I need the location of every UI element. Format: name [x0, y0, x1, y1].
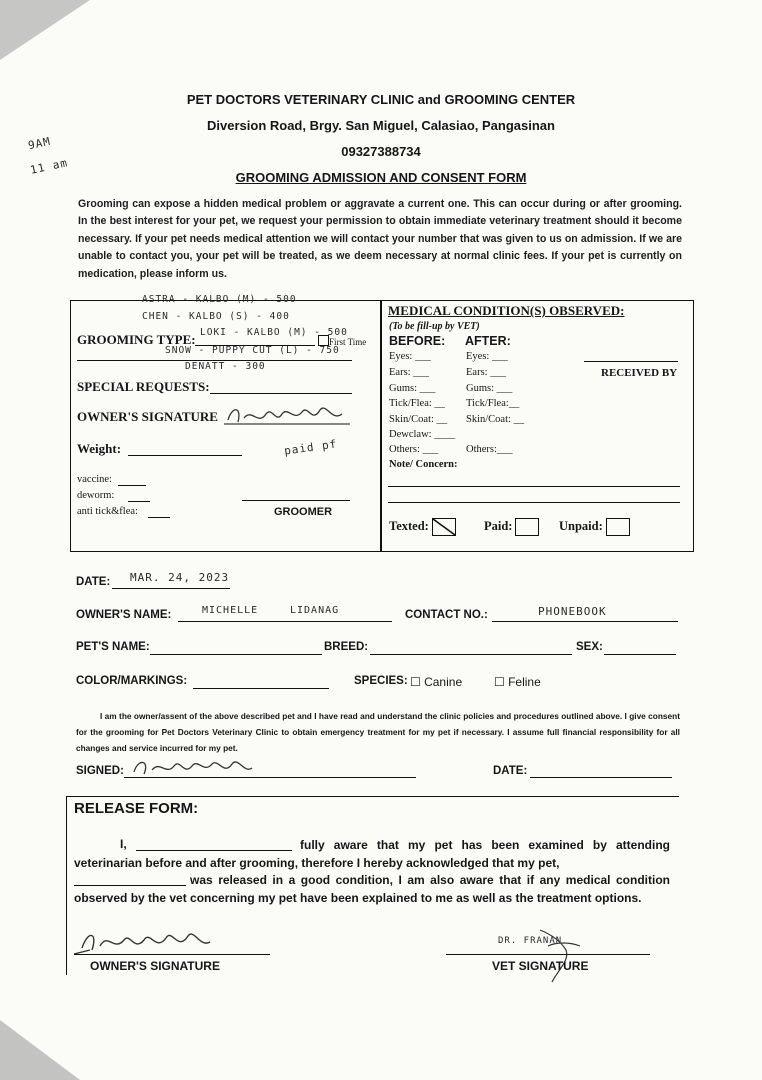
special-requests-line: [210, 393, 352, 394]
sex-line: [604, 654, 676, 655]
owner-sig-label: OWNER'S SIGNATURE: [90, 959, 220, 973]
date2-label: DATE:: [493, 765, 528, 777]
owner-name-line: [178, 621, 392, 622]
owner-last-name: LIDANAG: [290, 605, 340, 616]
sex-label: SEX:: [576, 641, 603, 653]
feline-option[interactable]: ☐ Feline: [494, 675, 541, 689]
vaccine-label: vaccine:: [77, 474, 112, 485]
vet-signature-hand: DR. FRANAN: [498, 936, 563, 946]
before-item: Ears: ___: [389, 367, 429, 378]
contact-label: CONTACT NO.:: [405, 609, 488, 621]
clinic-address: Diversion Road, Brgy. San Miguel, Calasiao, Pangasinan: [207, 118, 555, 133]
breed-line: [370, 654, 572, 655]
date2-line: [530, 777, 672, 778]
note-line-2: [388, 502, 680, 503]
date-label: DATE:: [76, 576, 111, 588]
contact-line: [492, 621, 678, 622]
pet-name-line: [150, 654, 322, 655]
deworm-line: [128, 501, 150, 502]
release-text-1: fully aware that my pet has been examined by attending veterinarian before and after grooming, therefore I hereby acknowledged that my pet,: [74, 838, 670, 870]
date-value: MAR. 24, 2023: [130, 571, 230, 584]
release-title: RELEASE FORM:: [74, 800, 199, 817]
before-item: Eyes: ___: [389, 351, 431, 362]
service-line-3: LOKI - KALBO (M) - 500: [200, 327, 348, 338]
groomer-line: [242, 500, 350, 501]
service-line-1: ASTRA - KALBO (M) - 500: [142, 294, 297, 305]
note-line-1: [388, 486, 680, 487]
tick-flea-label: anti tick&flea:: [77, 506, 138, 517]
before-item: Gums: ___: [389, 383, 436, 394]
before-item: Dewclaw: ____: [389, 429, 456, 440]
texted-checkbox[interactable]: [432, 518, 456, 536]
clinic-phone: 09327388734: [341, 144, 421, 159]
page-fold-shadow-bottom: [0, 1020, 80, 1080]
clinic-name: PET DOCTORS VETERINARY CLINIC and GROOMING CENTER: [186, 92, 576, 107]
color-line: [193, 688, 329, 689]
texted-status[interactable]: Texted:: [389, 518, 456, 536]
after-item: Tick/Flea:__: [466, 398, 520, 409]
service-line-4: SNOW - PUPPY CUT (L) - 750: [165, 345, 340, 356]
pet-name-label: PET'S NAME:: [76, 641, 150, 653]
tick-flea-line: [148, 517, 170, 518]
release-i-label: I,: [120, 837, 127, 851]
note-label: Note/ Concern:: [389, 459, 458, 470]
paid-checkbox[interactable]: [515, 518, 539, 536]
paid-status[interactable]: Paid:: [484, 518, 539, 536]
first-time-label: First Time: [329, 337, 367, 347]
owner-signature-label: OWNER'S SIGNATURE: [77, 409, 218, 424]
date-line: [112, 588, 230, 589]
intro-paragraph: Grooming can expose a hidden medical problem or aggravate a current one. This can occur during or after grooming. In the best interest for your pet, we request your permission to obtain immediate veterinary treatment should it become necessary. If your pet needs medical attention we will contact your number that was given to us on admission. If we are unable to contact you, your pet will be treated, as we deem necessary at normal clinic fees. If your pet is currently on medication, please inform us.: [78, 198, 682, 280]
after-item: Eyes: ___: [466, 351, 508, 362]
canine-option[interactable]: ☐ Canine: [410, 675, 463, 689]
groomer-label: GROOMER: [274, 506, 333, 518]
before-item: Skin/Coat: __: [389, 414, 448, 425]
deworm-label: deworm:: [77, 490, 115, 501]
after-item: Skin/Coat: __: [466, 414, 525, 425]
service-line-5: DENATT - 300: [185, 361, 266, 372]
service-line-2: CHEN - KALBO (S) - 400: [142, 311, 290, 322]
unpaid-status[interactable]: Unpaid:: [559, 518, 630, 536]
after-item: Ears: ___: [466, 367, 506, 378]
paid-note: paid pf: [283, 437, 339, 458]
before-label: BEFORE:: [389, 334, 446, 348]
owner-first-name: MICHELLE: [202, 605, 259, 616]
received-by-label: RECEIVED BY: [601, 367, 678, 379]
color-label: COLOR/MARKINGS:: [76, 675, 188, 687]
received-by-line: [584, 361, 678, 362]
vet-sig-label: VET SIGNATURE: [492, 959, 589, 973]
grooming-type-label: GROOMING TYPE:: [77, 332, 196, 347]
after-item: Gums: ___: [466, 383, 513, 394]
weight-line: [128, 455, 242, 456]
before-item: Others: ___: [389, 444, 439, 455]
owner-name-label: OWNER'S NAME:: [76, 609, 172, 621]
after-item: Others:___: [466, 444, 513, 455]
medical-title: MEDICAL CONDITION(S) OBSERVED:: [388, 303, 625, 318]
breed-label: BREED:: [324, 641, 369, 653]
medical-subtitle: (To be fill-up by VET): [389, 321, 480, 332]
signed-label: SIGNED:: [76, 765, 124, 777]
release-text-2: was released in a good condition, I am also aware that if any medical condition observed by the vet concerning my pet have been explained to me as well as the treatment options.: [74, 873, 670, 905]
vaccine-line: [118, 485, 146, 486]
signed-signature-scribble: [128, 754, 258, 780]
page-fold-shadow: [0, 0, 90, 60]
species-label: SPECIES:: [354, 675, 408, 687]
vet-signature-scribble: [530, 920, 590, 990]
unpaid-checkbox[interactable]: [606, 518, 630, 536]
after-label: AFTER:: [465, 334, 511, 348]
owner-sig-line: [74, 954, 270, 955]
weight-label: Weight:: [77, 441, 122, 456]
before-item: Tick/Flea: __: [389, 398, 445, 409]
special-requests-label: SPECIAL REQUESTS:: [77, 379, 210, 394]
margin-note-2: 11 am: [29, 156, 70, 177]
consent-paragraph: I am the owner/assent of the above described pet and I have read and understand the clinic policies and procedures outlined above. I give consent for the grooming for Pet Doctors Veterinary Clinic to obtain emergency treatment for my pet if necessary. I assume full financial responsibility for all changes and service incurred for my pet.: [76, 711, 680, 753]
contact-value: PHONEBOOK: [538, 605, 607, 618]
form-title: GROOMING ADMISSION AND CONSENT FORM: [235, 170, 527, 185]
margin-note-1: 9AM: [26, 134, 52, 153]
owner-signature-scribble: [222, 400, 352, 430]
vet-sig-line: [446, 954, 650, 955]
